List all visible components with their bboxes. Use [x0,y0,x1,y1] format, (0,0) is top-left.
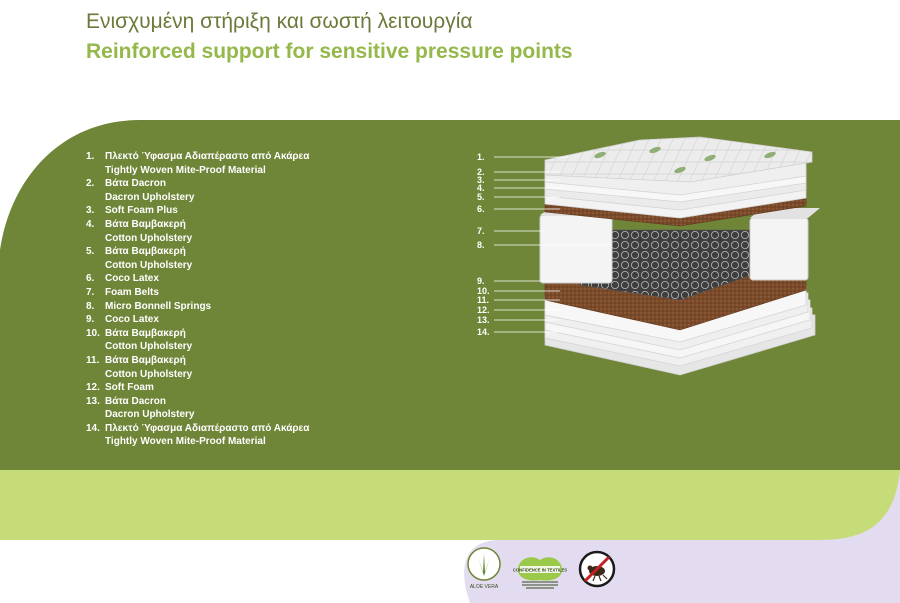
certification-logos [466,540,626,600]
layer-number: 11. [86,354,100,366]
layer-number: 4. [86,218,95,230]
callout-number: 9. [477,276,485,286]
layer-number: 14. [86,422,100,434]
page-title-english: Reinforced support for sensitive pressure points [86,40,573,63]
layer-name: Coco Latex [105,273,159,285]
layer-name-translation: Tightly Woven Mite-Proof Material [105,436,266,448]
layer-number: 10. [86,327,100,339]
callout-number: 13. [477,315,490,325]
layer-name: Βάτα Βαμβακερή [105,246,186,258]
layer-name-translation: Cotton Upholstery [105,368,193,380]
layer-name-translation: Tightly Woven Mite-Proof Material [105,164,266,176]
oeko-tex-logo [512,548,568,592]
layer-number: 9. [86,314,95,326]
aloe-vera-caption: ALOE VERA [469,584,499,590]
layer-name-translation: Cotton Upholstery [105,232,193,244]
layer-name: Foam Belts [105,286,159,298]
layer-name: Soft Foam Plus [105,205,178,217]
layer-number: 13. [86,395,100,407]
layer-name: Βάτα Βαμβακερή [105,327,186,339]
layer-name: Coco Latex [105,314,159,326]
layer-number: 8. [86,300,95,312]
layer-number: 2. [86,178,95,190]
oeko-tex-caption: CONFIDENCE IN TEXTILES [512,567,568,573]
layer-number: 3. [86,205,95,217]
no-mite-icon [578,550,616,588]
layer-name: Βάτα Βαμβακερή [105,354,186,366]
callout-number: 7. [477,226,485,236]
callout-number: 6. [477,204,485,214]
layer-name: Πλεκτό Ύφασμα Αδιαπέραστο από Ακάρεα [105,151,310,162]
layer-name: Βάτα Βαμβακερή [105,218,186,230]
layer-name-translation: Dacron Upholstery [105,409,195,421]
layer-name: Πλεκτό Ύφασμα Αδιαπέραστο από Ακάρεα [105,422,310,434]
layer-number: 1. [86,151,95,162]
layer-number: 7. [86,286,95,298]
callout-number: 14. [477,327,490,337]
layer-7-foam-belt-left [540,215,612,283]
layer-7-foam-belt-right [750,218,808,280]
layer-name-translation: Cotton Upholstery [105,341,193,353]
callout-number: 1. [477,152,485,162]
callout-number: 11. [477,295,490,305]
layer-number: 12. [86,382,100,394]
aloe-vera-logo [466,546,502,590]
layer-name-translation: Cotton Upholstery [105,259,193,271]
callout-number: 12. [477,305,490,315]
layer-name: Soft Foam [105,382,154,394]
layer-name: Βάτα Dacron [105,395,166,407]
page-title-greek: Ενισχυμένη στήριξη και σωστή λειτουργία [86,10,473,33]
callout-number: 5. [477,192,485,202]
layer-number: 5. [86,246,95,258]
layer-name-translation: Dacron Upholstery [105,191,195,203]
callout-number: 10. [477,286,490,296]
layer-name: Micro Bonnell Springs [105,300,212,312]
layer-number: 6. [86,273,95,285]
callout-number: 3. [477,175,485,185]
callout-number: 2. [477,167,485,177]
callout-number: 8. [477,240,485,250]
callout-number: 4. [477,183,485,193]
layer-name: Βάτα Dacron [105,178,166,190]
